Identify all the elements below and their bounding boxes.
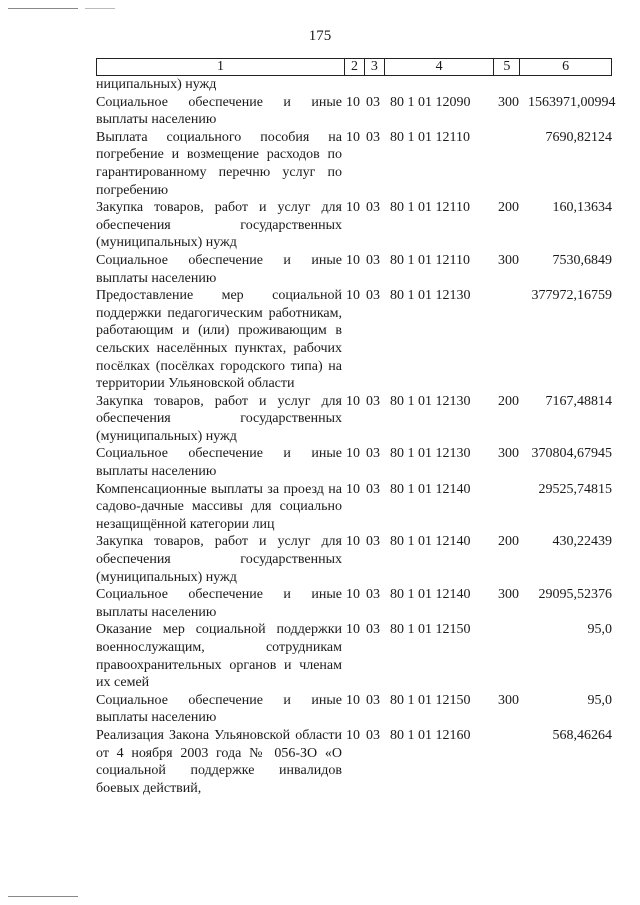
row-amount: 568,46264	[552, 727, 612, 743]
row-name: Предоставление мер социальной поддержки педагогическим работникам, работающим и (или) проживающим в сельских населённых пунктах, рабочих посёлках (посёлках городского типа) на территории Ульяновской области	[96, 288, 342, 392]
header-col-4: 4	[384, 59, 494, 75]
row-codes	[344, 129, 612, 199]
row-subsection: 03	[366, 692, 380, 708]
header-col-6: 6	[519, 59, 611, 75]
table-row	[96, 393, 612, 446]
row-amount: 7690,82124	[545, 129, 612, 145]
row-section: 10	[346, 94, 360, 110]
row-section: 10	[346, 692, 360, 708]
row-subsection: 03	[366, 446, 380, 462]
row-name: Реализация Закона Ульяновской области от 4 ноября 2003 года № 056-ЗО «О социальной поддержке инвалидов боевых действий,	[96, 727, 342, 796]
row-name: Оказание мер социальной поддержки военнослужащим, сотрудникам правоохранительных органов и членам их семей	[96, 622, 342, 691]
table-row	[96, 199, 612, 252]
row-codes	[344, 586, 612, 621]
row-subsection: 03	[366, 727, 380, 743]
row-name: Социальное обеспечение и иные выплаты населению	[96, 587, 342, 620]
row-codes	[344, 76, 612, 94]
row-name: Социальное обеспечение и иные выплаты населению	[96, 94, 342, 128]
table-row	[96, 533, 612, 586]
row-expense-type: 200	[498, 534, 519, 550]
row-target-code: 80 1 01 12110	[390, 252, 470, 268]
row-expense-type	[498, 727, 528, 797]
row-name: Социальное обеспечение и иные выплаты населению	[96, 692, 342, 726]
row-target-code: 80 1 01 12090	[390, 94, 471, 110]
row-codes	[344, 252, 612, 287]
row-section: 10	[346, 446, 360, 462]
row-section: 10	[346, 200, 360, 216]
row-target-code: 80 1 01 12140	[390, 587, 471, 603]
row-amount: 29525,74815	[538, 481, 612, 497]
row-name: Компенсационные выплаты за проезд на садово-дачные массивы для социально незащищённой категории лиц	[96, 481, 342, 532]
table-row	[96, 621, 612, 691]
table-row	[96, 692, 612, 727]
row-target-code: 80 1 01 12140	[390, 481, 471, 497]
row-codes	[344, 481, 612, 534]
row-subsection: 03	[366, 94, 380, 110]
row-codes	[344, 621, 612, 691]
table-row	[96, 481, 612, 534]
row-target-code: 80 1 01 12130	[390, 393, 471, 409]
row-amount	[528, 76, 612, 94]
scan-edge-mark	[8, 896, 78, 897]
row-name: ниципальных) нужд	[96, 77, 217, 92]
row-section: 10	[346, 393, 360, 409]
row-target-code: 80 1 01 12150	[390, 622, 471, 638]
row-amount: 370804,67945	[531, 446, 612, 462]
row-target-code: 80 1 01 12110	[390, 200, 470, 216]
table-row	[96, 445, 612, 480]
row-amount: 95,0	[587, 622, 612, 638]
table-header-row	[96, 58, 612, 76]
row-codes	[344, 199, 612, 252]
table-row	[96, 94, 616, 129]
row-expense-type: 300	[498, 692, 519, 708]
row-codes	[344, 692, 612, 727]
row-subsection: 03	[366, 252, 380, 268]
row-amount: 7167,48814	[545, 393, 612, 409]
header-col-5: 5	[493, 59, 519, 75]
row-subsection: 03	[366, 481, 380, 497]
row-target-code: 80 1 01 12110	[390, 129, 470, 145]
row-amount: 430,22439	[552, 534, 612, 550]
row-section: 10	[346, 129, 360, 145]
table-row	[96, 727, 612, 797]
table-row	[96, 287, 612, 393]
row-amount: 29095,52376	[538, 587, 612, 603]
row-section: 10	[346, 252, 360, 268]
row-amount: 95,0	[587, 692, 612, 708]
row-name: Социальное обеспечение и иные выплаты населению	[96, 252, 342, 286]
row-target-code: 80 1 01 12130	[390, 288, 471, 304]
row-target-code: 80 1 01 12150	[390, 692, 471, 708]
table-row	[96, 252, 612, 287]
table-row	[96, 586, 612, 621]
row-subsection: 03	[366, 200, 380, 216]
row-codes	[344, 94, 616, 129]
row-expense-type	[498, 76, 528, 94]
row-section: 10	[346, 288, 360, 304]
scan-edge-mark	[85, 8, 115, 9]
row-name: Социальное обеспечение и иные выплаты населению	[96, 446, 342, 480]
row-expense-type: 300	[498, 94, 519, 110]
row-expense-type: 300	[498, 587, 519, 603]
row-amount: 377972,16759	[531, 288, 612, 304]
row-target-code	[390, 76, 498, 94]
table-row	[96, 76, 612, 94]
row-subsection: 03	[366, 587, 380, 603]
header-col-3: 3	[364, 59, 384, 75]
row-codes	[344, 533, 612, 586]
row-expense-type: 200	[498, 393, 519, 409]
row-section: 10	[346, 587, 360, 603]
row-name: Закупка товаров, работ и услуг для обеспечения государственных (муниципальных) нужд	[96, 393, 342, 444]
row-target-code: 80 1 01 12130	[390, 446, 471, 462]
row-section: 10	[346, 481, 360, 497]
row-expense-type	[498, 287, 528, 393]
row-subsection: 03	[366, 288, 380, 304]
row-subsection: 03	[366, 534, 380, 550]
row-expense-type	[498, 481, 528, 534]
row-target-code: 80 1 01 12160	[390, 727, 471, 743]
row-target-code: 80 1 01 12140	[390, 534, 471, 550]
row-amount: 7530,6849	[552, 252, 612, 268]
row-expense-type	[498, 621, 528, 691]
row-codes	[344, 445, 612, 480]
row-section	[346, 76, 366, 94]
row-name: Выплата социального пособия на погребение и возмещение расходов по гарантированному перечню услуг по погребению	[96, 129, 342, 198]
row-codes	[344, 287, 612, 393]
row-codes	[344, 393, 612, 446]
row-name: Закупка товаров, работ и услуг для обеспечения государственных (муниципальных) нужд	[96, 200, 342, 251]
scan-edge-mark	[8, 8, 78, 9]
page-number: 175	[308, 28, 332, 44]
row-subsection: 03	[366, 622, 380, 638]
budget-table	[96, 58, 616, 797]
row-expense-type	[498, 129, 528, 199]
row-expense-type: 200	[498, 200, 519, 216]
row-section: 10	[346, 727, 360, 743]
header-col-2: 2	[344, 59, 364, 75]
row-expense-type: 300	[498, 252, 519, 268]
row-section: 10	[346, 622, 360, 638]
table-row	[96, 129, 612, 199]
row-amount: 160,13634	[552, 200, 612, 216]
row-subsection: 03	[366, 129, 380, 145]
row-codes	[344, 727, 612, 797]
row-subsection: 03	[366, 393, 380, 409]
header-col-1: 1	[217, 59, 225, 74]
table-body	[96, 76, 616, 797]
row-amount: 1563971,00994	[528, 94, 616, 110]
row-expense-type: 300	[498, 446, 519, 462]
row-subsection	[366, 76, 390, 94]
row-section: 10	[346, 534, 360, 550]
row-name: Закупка товаров, работ и услуг для обеспечения государственных (муниципальных) нужд	[96, 534, 342, 585]
